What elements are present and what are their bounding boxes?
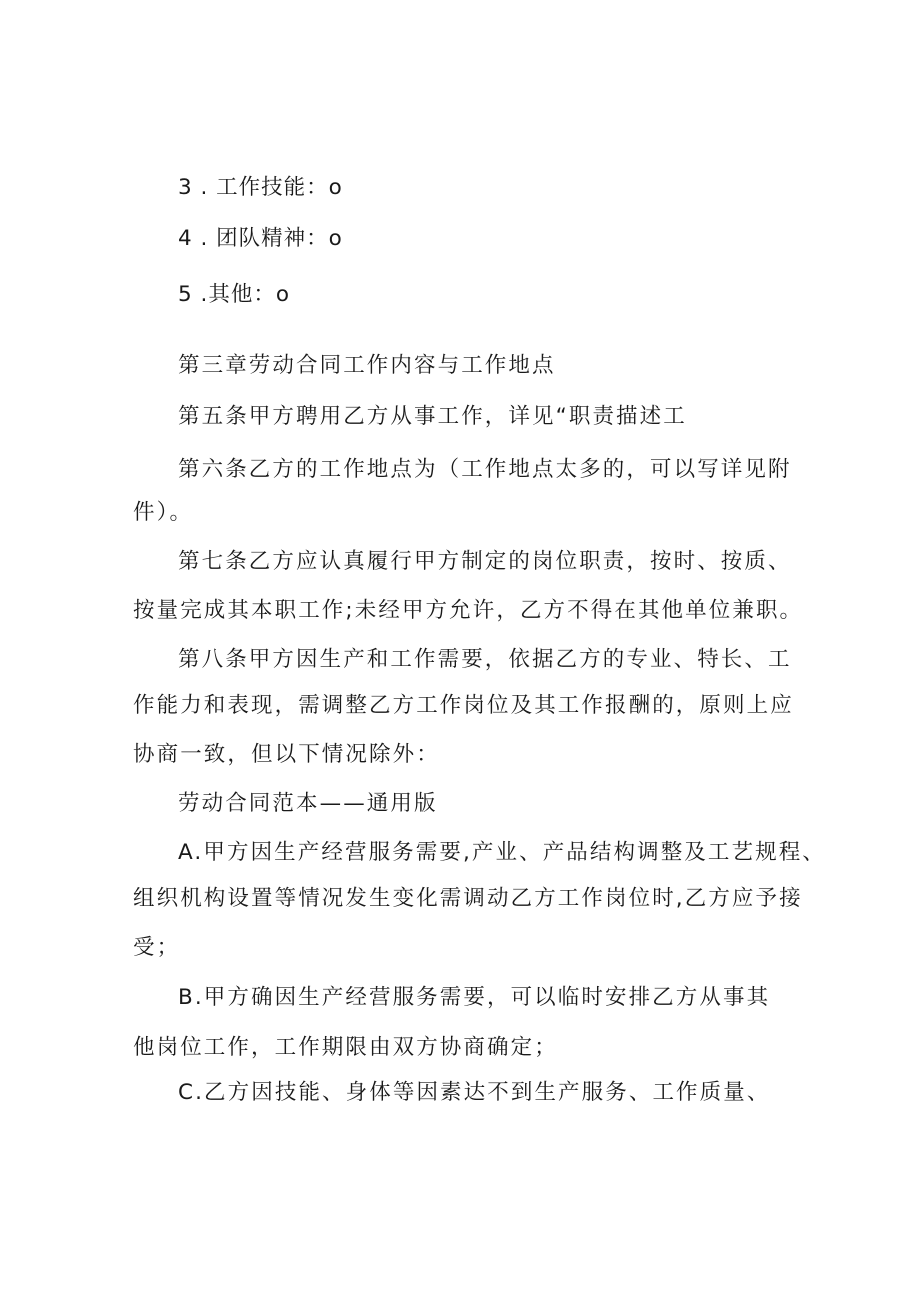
paragraph-line: 件）。 xyxy=(133,500,194,525)
paragraph-line: 组织机构设置等情况发生变化需调动乙方工作岗位时,乙方应予接 xyxy=(133,886,803,911)
chapter-heading: 第三章劳动合同工作内容与工作地点 xyxy=(178,353,556,378)
paragraph-line: 他岗位工作，工作期限由双方协商确定； xyxy=(133,1035,558,1060)
paragraph-line: 第五条甲方聘用乙方从事工作，详见“职责描述工 xyxy=(178,404,687,429)
paragraph-line: 按量完成其本职工作;未经甲方允许，乙方不得在其他单位兼职。 xyxy=(133,598,804,623)
paragraph-line: 第六条乙方的工作地点为（工作地点太多的，可以写详见附 xyxy=(178,457,792,482)
paragraph-line: C.乙方因技能、身体等因素达不到生产服务、工作质量、 xyxy=(178,1080,771,1105)
paragraph-line: 第七条乙方应认真履行甲方制定的岗位职责，按时、按质、 xyxy=(178,549,792,574)
item-work-skills: 3 . 工作技能：o xyxy=(178,175,343,200)
paragraph-line: 作能力和表现，需调整乙方工作岗位及其工作报酬的，原则上应 xyxy=(133,693,794,718)
item-team-spirit: 4 . 团队精神：o xyxy=(178,226,343,251)
item-other: 5 .其他：o xyxy=(178,282,291,307)
paragraph-line: 协商一致，但以下情况除外： xyxy=(133,742,440,767)
paragraph-line: B.甲方确因生产经营服务需要，可以临时安排乙方从事其 xyxy=(178,985,771,1010)
paragraph-line: 第八条甲方因生产和工作需要，依据乙方的专业、特长、工 xyxy=(178,647,792,672)
paragraph-line: 受； xyxy=(133,935,181,960)
paragraph-line: A.甲方因生产经营服务需要,产业、产品结构调整及工艺规程、 xyxy=(178,840,826,865)
section-title: 劳动合同范本——通用版 xyxy=(178,791,438,816)
